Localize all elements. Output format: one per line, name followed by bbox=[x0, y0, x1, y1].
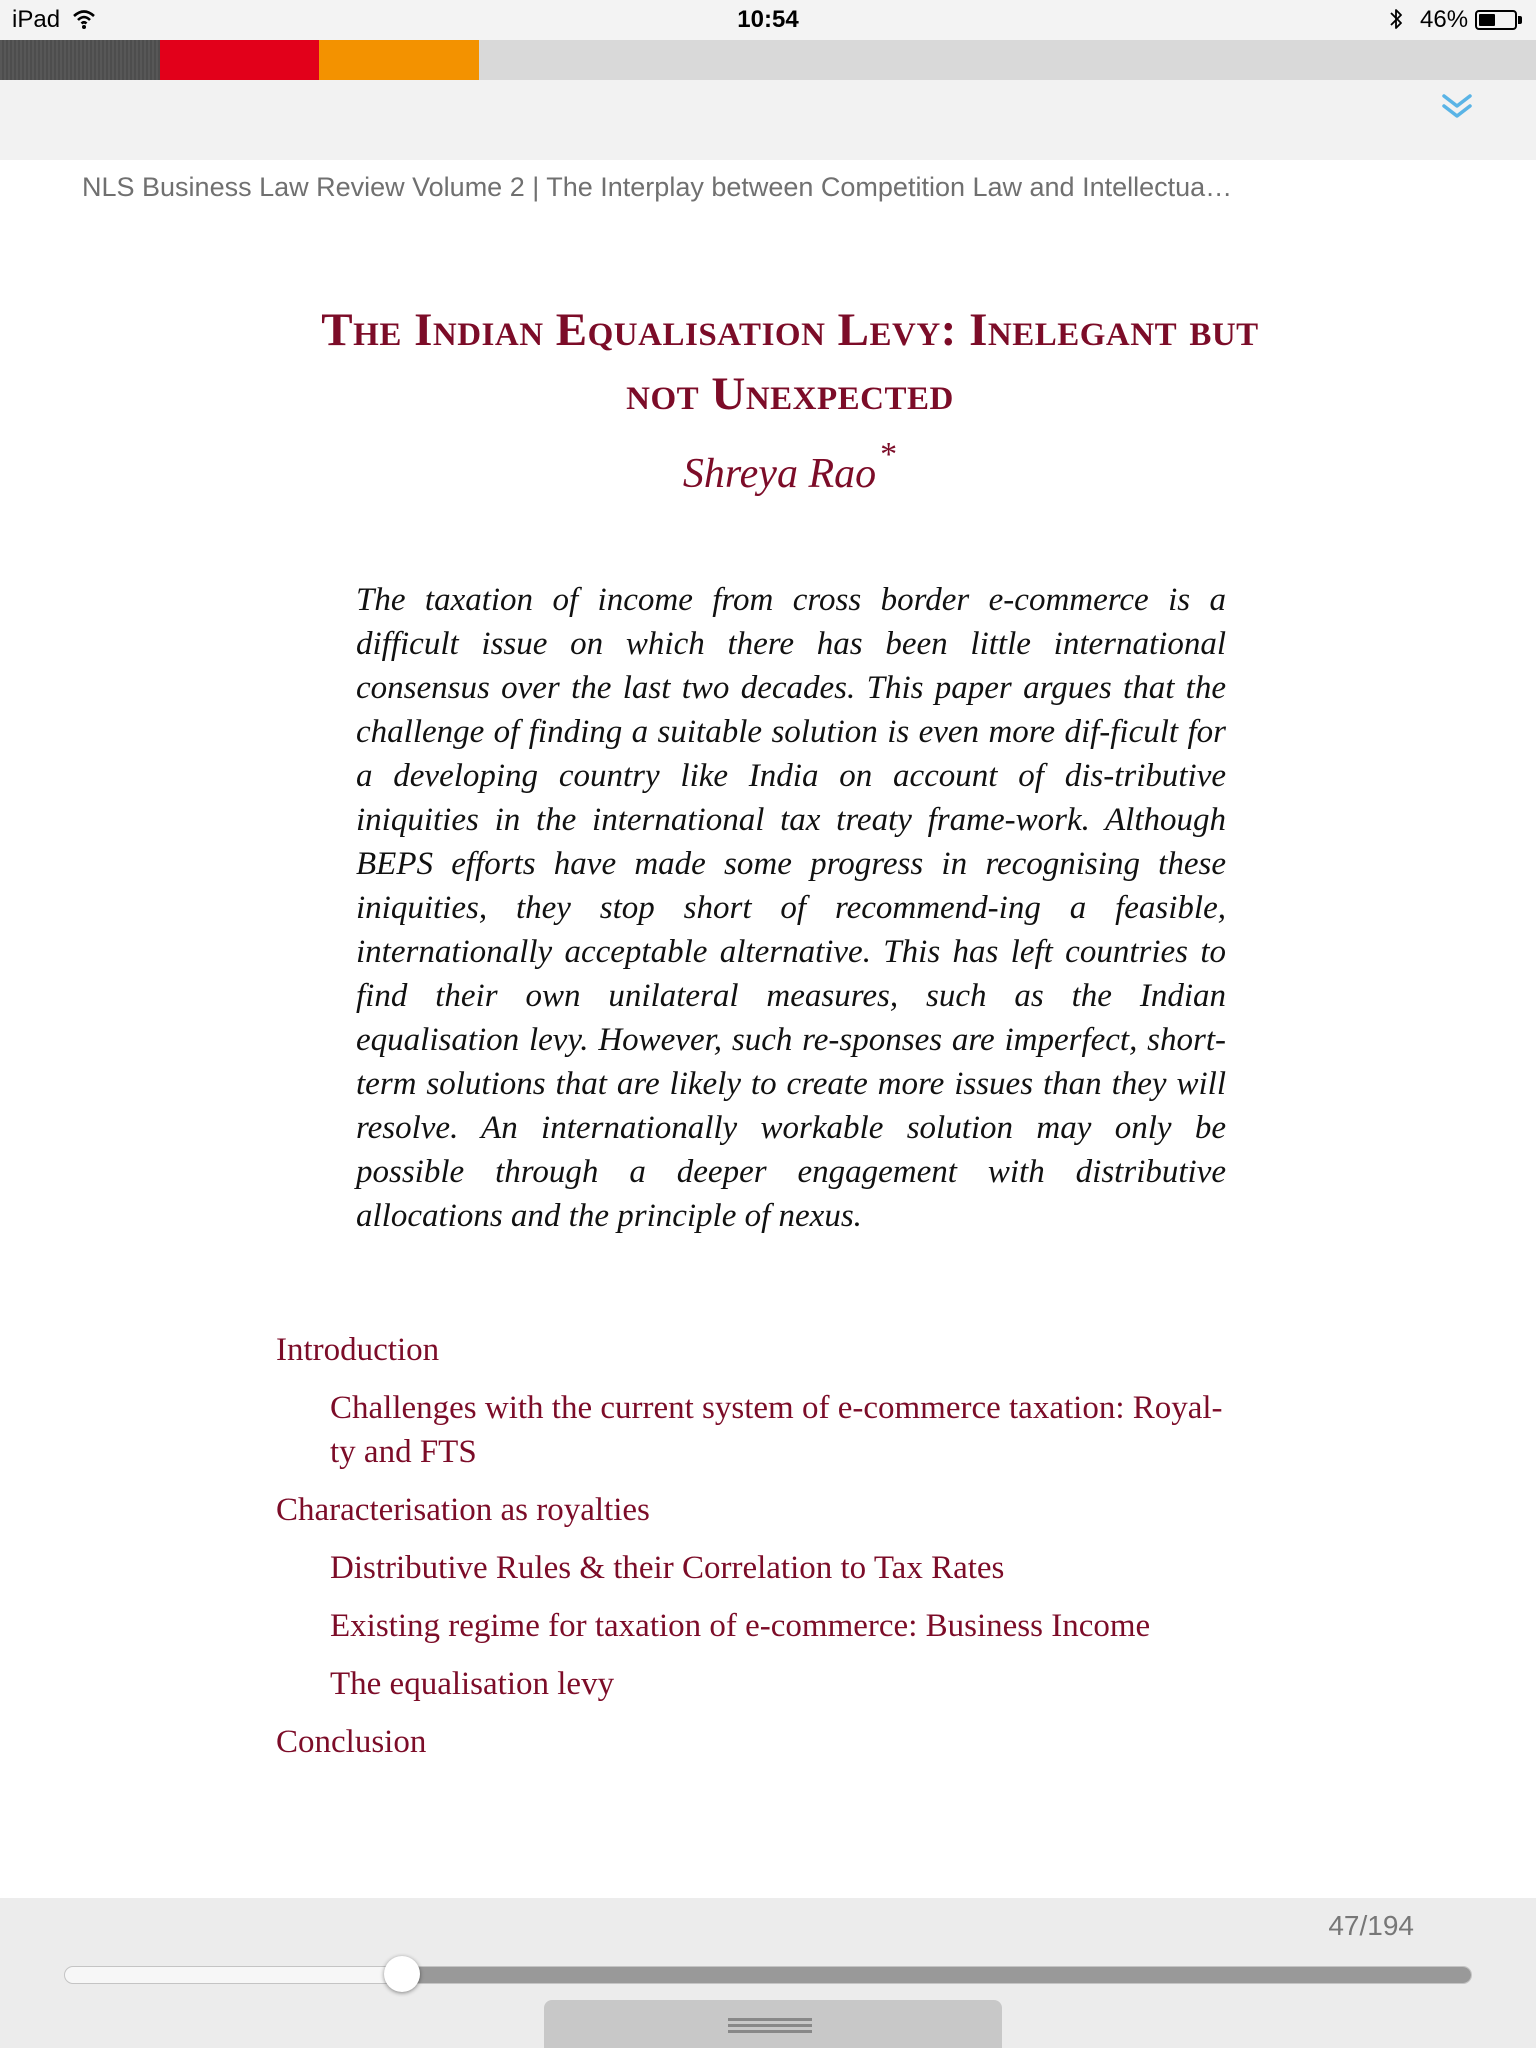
toc-item-equalisation-levy[interactable]: The equalisation levy bbox=[330, 1666, 615, 1702]
toc-item-challenges-cont[interactable]: ty and FTS bbox=[330, 1434, 477, 1470]
author-name: Shreya Rao bbox=[682, 451, 877, 497]
toc-item-conclusion[interactable]: Conclusion bbox=[276, 1724, 427, 1760]
device-name: iPad bbox=[12, 6, 61, 33]
page-slider-remaining bbox=[402, 1967, 1471, 1984]
battery-icon bbox=[1475, 10, 1517, 30]
article-author bbox=[0, 436, 1536, 498]
grip-icon[interactable] bbox=[728, 2016, 812, 2034]
bluetooth-icon bbox=[1388, 6, 1404, 32]
document-title: NLS Business Law Review Volume 2 | The Interplay between Competition Law and Intellectua… bbox=[82, 172, 1233, 202]
color-segment-gray bbox=[0, 40, 160, 80]
battery-nub bbox=[1518, 16, 1522, 24]
article-abstract: The taxation of income from cross border e-commerce is a difficult issue on which there has been little international consensus over the last two decades. This paper argues that the challenge of finding a suitable solution is even more dif-ficult for a developing country like India on account of dis-tributive iniquities in the international tax treaty frame-work. Although BEPS efforts have made some progress in recognising these iniquities, they stop short of recommend-ing a feasible, internationally acceptable alternative. This has left countries to find their own unilateral measures, such as the Indian equalisation levy. However, such re-sponses are imperfect, short-term solutions that are likely to create more issues than they will resolve. An internationally workable solution may only be possible through a deeper engagement with distributive allocations and the principle of nexus. bbox=[356, 582, 1226, 1234]
author-footnote-marker[interactable]: * bbox=[880, 436, 898, 473]
article-title bbox=[190, 298, 1390, 426]
article-title-line-1: The Indian Equalisation Levy: Inelegant but bbox=[321, 304, 1259, 356]
toc-item-distributive-rules[interactable]: Distributive Rules & their Correlation to Tax Rates bbox=[330, 1550, 1005, 1586]
page-slider-track[interactable] bbox=[64, 1966, 1472, 1984]
page-counter: 47/194 bbox=[1328, 1910, 1414, 1941]
color-segment-red bbox=[160, 40, 319, 80]
clock: 10:54 bbox=[737, 6, 799, 33]
toc-item-existing-regime[interactable]: Existing regime for taxation of e-commerce: Business Income bbox=[330, 1608, 1151, 1644]
reader-toolbar bbox=[0, 80, 1536, 160]
toc-item-challenges[interactable]: Challenges with the current system of e-commerce taxation: Royal- bbox=[330, 1390, 1223, 1426]
battery-level bbox=[1479, 14, 1495, 26]
article-title-line-2: not Unexpected bbox=[626, 368, 954, 420]
brand-color-bar bbox=[0, 40, 1536, 80]
toc-item-characterisation[interactable]: Characterisation as royalties bbox=[276, 1492, 650, 1528]
toc-item-introduction[interactable]: Introduction bbox=[276, 1332, 440, 1368]
color-segment-orange bbox=[319, 40, 479, 80]
double-chevron-down-icon[interactable] bbox=[1440, 92, 1474, 122]
status-bar bbox=[0, 0, 1536, 40]
battery-percentage: 46% bbox=[1420, 6, 1469, 33]
